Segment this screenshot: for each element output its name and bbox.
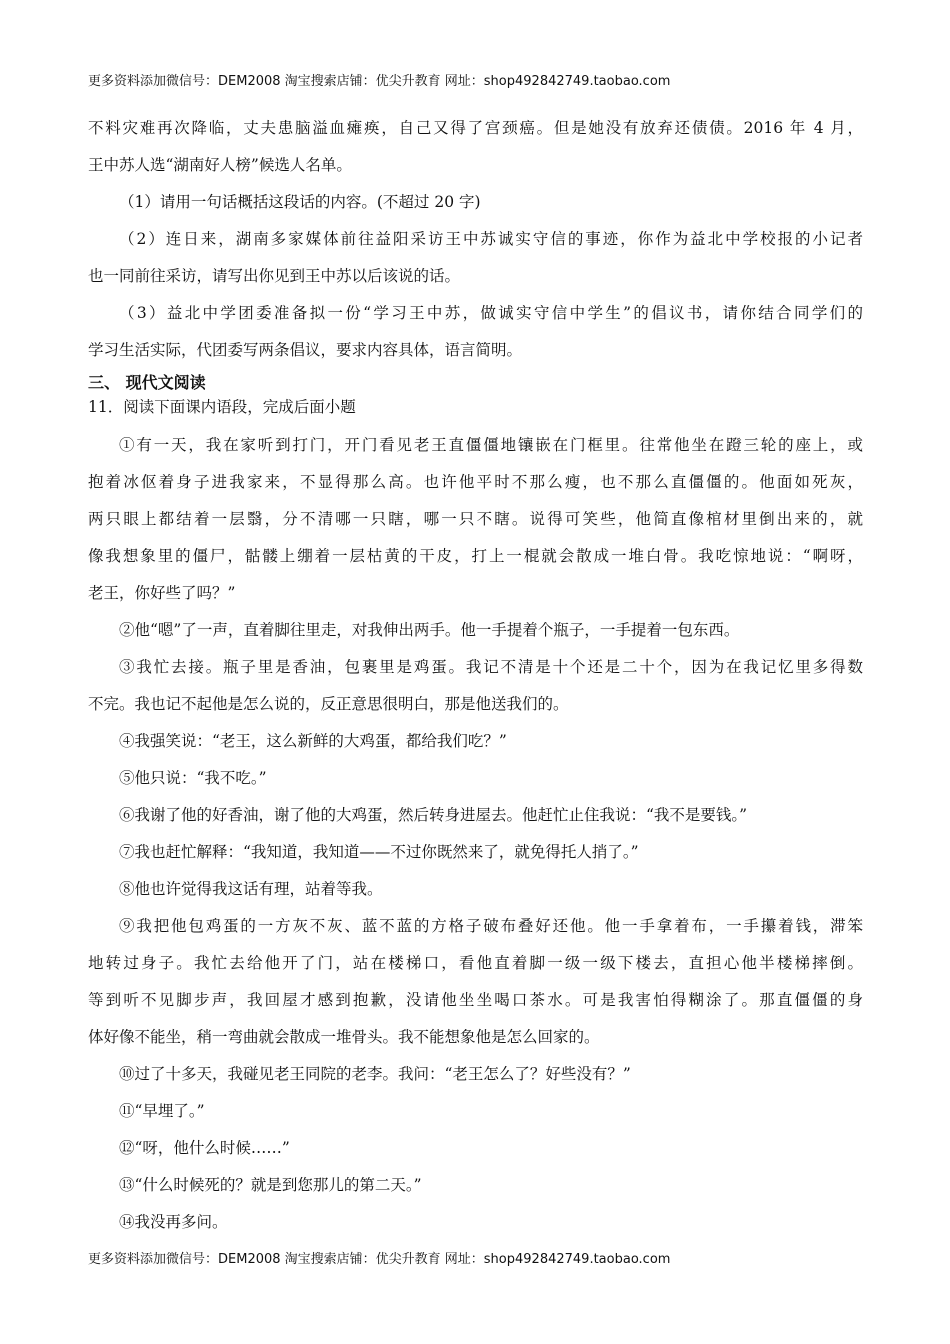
passage-line: 地转过身子。我忙去给他开了门，站在楼梯口，看他直着脚一级一级下楼去，直担心他半楼梯摔倒。 (88, 954, 863, 972)
passage-paragraph-3: ③我忙去接。瓶子里是香油，包裹里是鸡蛋。我记不清是十个还是二十个，因为在我记忆里多得数 (119, 658, 863, 676)
passage-line: 像我想象里的僵尸，骷髅上绷着一层枯黄的干皮，打上一棍就会散成一堆白骨。我吃惊地说：“啊呀， (88, 547, 863, 565)
section-heading: 三、 现代文阅读 (88, 373, 206, 392)
passage-line: 抱着冰伛着身子进我家来，不显得那么高。也许他平时不那么瘦，也不那么直僵僵的。他面如死灰， (88, 473, 863, 491)
intro-line: 王中苏人选“湖南好人榜”候选人名单。 (88, 156, 352, 174)
passage-line: 两只眼上都结着一层翳，分不清哪一只瞎，哪一只不瞎。说得可笑些，他简直像棺材里倒出来的，就 (88, 510, 863, 528)
passage-line: 不完。我也记不起他是怎么说的，反正意思很明白，那是他送我们的。 (88, 695, 569, 713)
passage-paragraph-13: ⑬“什么时候死的？就是到您那儿的第二天。” (119, 1176, 422, 1194)
passage-paragraph-2: ②他“嗯”了一声，直着脚往里走，对我伸出两手。他一手提着个瓶子，一手提着一包东西。 (119, 621, 740, 639)
question-3: （3）益北中学团委准备拟一份“学习王中苏，做诚实守信中学生”的倡议书，请你结合同学们的 (119, 304, 863, 322)
passage-paragraph-12: ⑫“呀，他什么时候……” (119, 1139, 290, 1157)
passage-paragraph-5: ⑤他只说：“我不吃。” (119, 769, 267, 787)
question-2-cont: 也一同前往采访，请写出你见到王中苏以后该说的话。 (88, 267, 461, 285)
passage-line: 等到听不见脚步声，我回屋才感到抱歉，没请他坐坐喝口茶水。可是我害怕得糊涂了。那直僵僵的身 (88, 991, 863, 1009)
question-2: （2）连日来，湖南多家媒体前往益阳采访王中苏诚实守信的事迹，你作为益北中学校报的小记者 (119, 230, 863, 248)
passage-paragraph-8: ⑧他也许觉得我这话有理，站着等我。 (119, 880, 383, 898)
passage-line: 体好像不能坐，稍一弯曲就会散成一堆骨头。我不能想象他是怎么回家的。 (88, 1028, 600, 1046)
page-header: 更多资料添加微信号：DEM2008 淘宝搜索店铺：优尖升教育 网址：shop492842749.taobao.com (88, 74, 671, 89)
question-3-cont: 学习生活实际，代团委写两条倡议，要求内容具体，语言简明。 (88, 341, 523, 359)
passage-paragraph-11: ⑪“早埋了。” (119, 1102, 205, 1120)
passage-paragraph-4: ④我强笑说：“老王，这么新鲜的大鸡蛋，都给我们吃？” (119, 732, 507, 750)
intro-line: 不料灾难再次降临，丈夫患脑溢血瘫痪，自己又得了宫颈癌。但是她没有放弃还债债。2016 年 4 月， (88, 119, 863, 137)
question-11-title: 11．阅读下面课内语段，完成后面小题 (88, 398, 356, 416)
page-content (88, 110, 863, 1241)
passage-paragraph-6: ⑥我谢了他的好香油，谢了他的大鸡蛋，然后转身进屋去。他赶忙止住我说：“我不是要钱。” (119, 806, 748, 824)
question-1: （1）请用一句话概括这段话的内容。(不超过 20 字) (119, 193, 481, 211)
passage-paragraph-9: ⑨我把他包鸡蛋的一方灰不灰、蓝不蓝的方格子破布叠好还他。他一手拿着布，一手攥着钱，滞笨 (119, 917, 863, 935)
passage-paragraph-7: ⑦我也赶忙解释：“我知道，我知道——不过你既然来了，就免得托人捎了。” (119, 843, 639, 861)
passage-line: 老王，你好些了吗？” (88, 584, 236, 602)
passage-paragraph-10: ⑩过了十多天，我碰见老王同院的老李。我问：“老王怎么了？好些没有？” (119, 1065, 631, 1083)
passage-paragraph-14: ⑭我没再多问。 (119, 1213, 228, 1231)
page-footer: 更多资料添加微信号：DEM2008 淘宝搜索店铺：优尖升教育 网址：shop492842749.taobao.com (88, 1252, 671, 1267)
passage-paragraph-1: ①有一天，我在家听到打门，开门看见老王直僵僵地镶嵌在门框里。往常他坐在蹬三轮的座上，或 (119, 436, 863, 454)
